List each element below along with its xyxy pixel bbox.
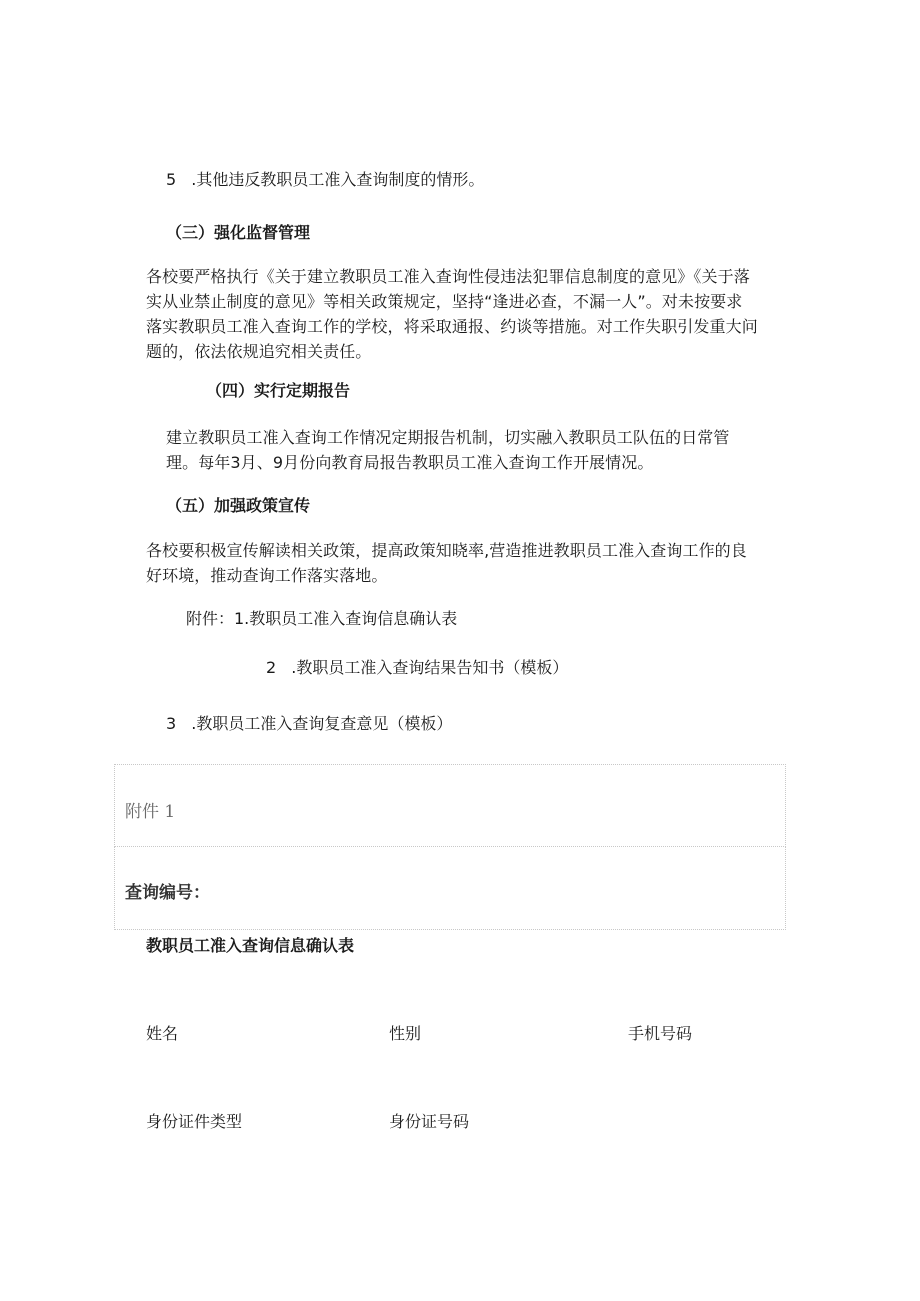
attachment-2 <box>266 658 568 678</box>
attachment-2-text: .教职员工准入查询结果告知书（模板） <box>291 658 569 677</box>
attachment-3-number: 3 <box>166 714 177 733</box>
section-3-line: 实从业禁止制度的意见》等相关政策规定，坚持“逢进必查，不漏一人”。对未按要求 <box>146 292 743 311</box>
field-name-label: 姓名 <box>146 1024 179 1043</box>
section-3-title: （三）强化监督管理 <box>166 223 311 242</box>
field-gender-label: 性别 <box>389 1024 422 1043</box>
section-3-line: 题的，依法依规追究相关责任。 <box>146 342 372 361</box>
attachment-3-text: .教职员工准入查询复查意见（模板） <box>191 714 453 733</box>
section-5-line: 好环境，推动查询工作落实落地。 <box>146 566 388 585</box>
section-3-line: 落实教职员工准入查询工作的学校，将采取通报、约谈等措施。对工作失职引发重大问 <box>146 317 758 336</box>
item-5-number: 5 <box>166 170 177 189</box>
annex-header-box <box>114 764 786 847</box>
section-4-line: 建立教职员工准入查询工作情况定期报告机制，切实融入教职员工队伍的日常管 <box>166 428 730 447</box>
item-5-text: .其他违反教职员工准入查询制度的情形。 <box>191 170 485 189</box>
section-4-line: 理。每年3月、9月份向教育局报告教职员工准入查询工作开展情况。 <box>166 453 654 472</box>
attachment-3 <box>166 714 452 734</box>
section-3-line: 各校要严格执行《关于建立教职员工准入查询性侵违法犯罪信息制度的意见》《关于落 <box>146 267 750 286</box>
attachment-2-number: 2 <box>266 658 277 677</box>
field-id-type-label: 身份证件类型 <box>146 1112 243 1131</box>
section-5-paragraph <box>146 538 747 588</box>
section-4-paragraph <box>166 425 730 475</box>
query-number-box <box>114 846 786 930</box>
section-5-title: （五）加强政策宣传 <box>166 496 311 515</box>
item-5 <box>166 170 484 190</box>
form-title: 教职员工准入查询信息确认表 <box>146 936 355 955</box>
attachment-1: 附件：1.教职员工准入查询信息确认表 <box>186 609 458 628</box>
field-phone-label: 手机号码 <box>628 1024 693 1043</box>
section-5-line: 各校要积极宣传解读相关政策，提高政策知晓率,营造推进教职员工准入查询工作的良 <box>146 541 747 560</box>
section-4-title: （四）实行定期报告 <box>206 381 351 400</box>
section-3-paragraph <box>146 264 758 364</box>
annex-label: 附件 1 <box>125 802 176 822</box>
field-id-number-label: 身份证号码 <box>389 1112 470 1131</box>
query-number-label: 查询编号： <box>125 883 210 903</box>
